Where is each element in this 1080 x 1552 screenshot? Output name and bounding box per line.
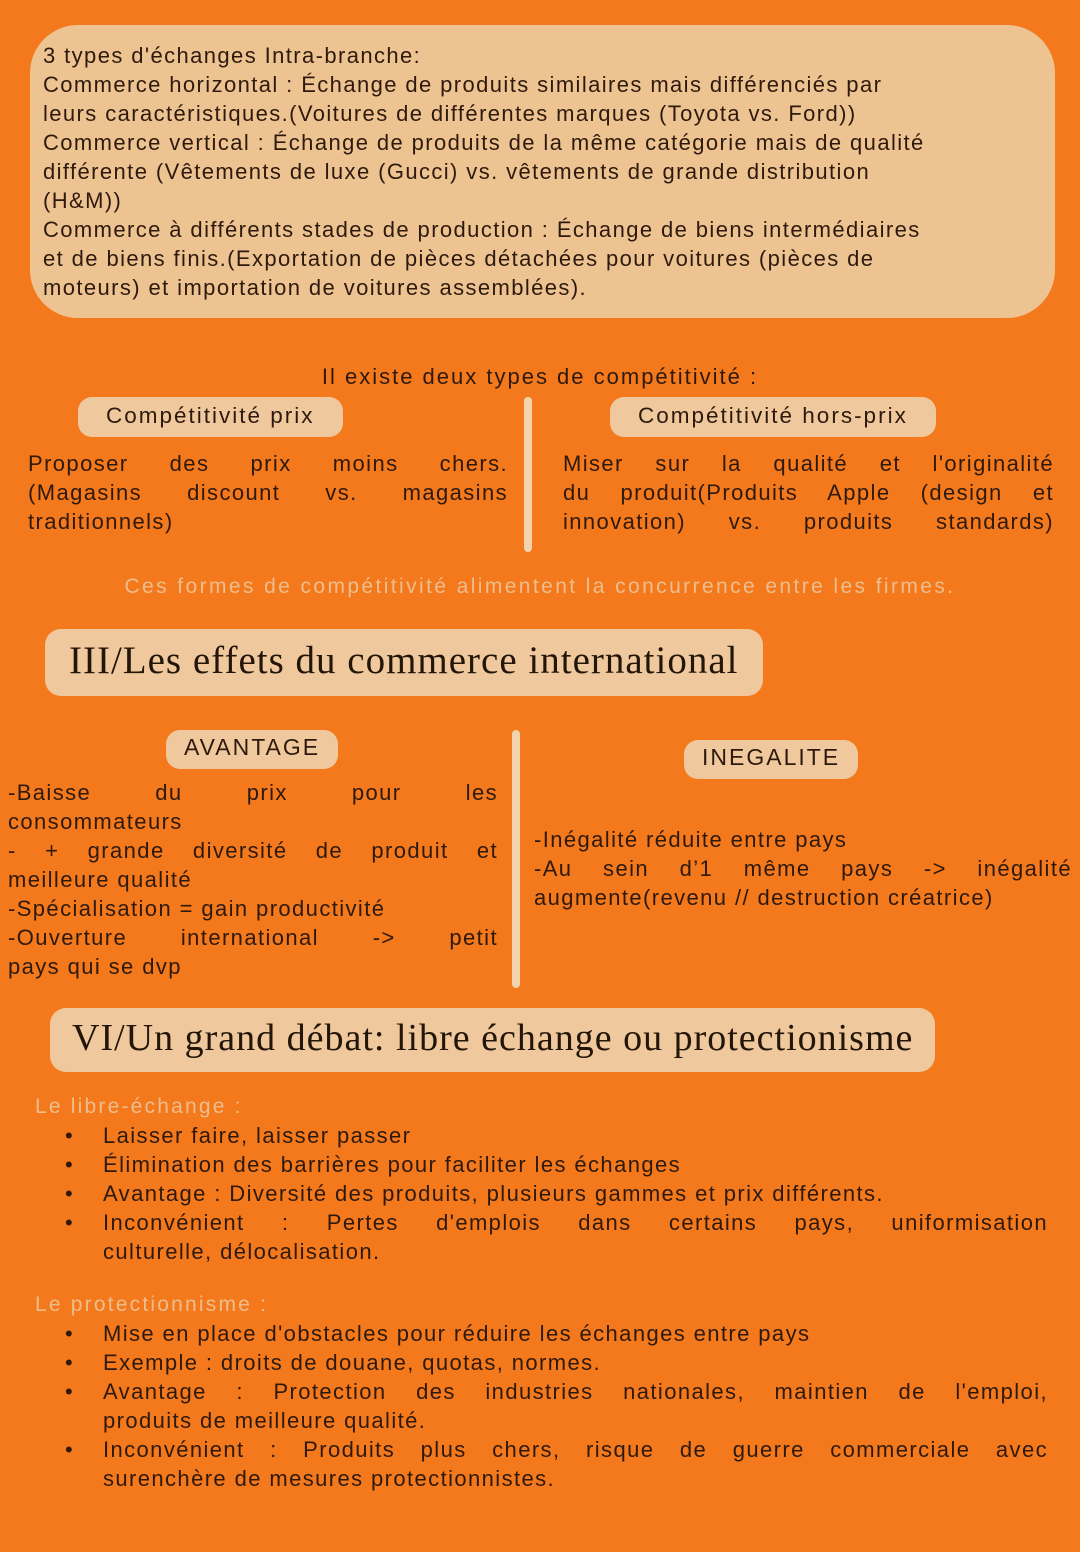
avantage-text: -Baisse du prix pour les consommateurs - + grande diversité de produit et meilleure qualité -Spécialisation = gain productivité -Ouverture international -> petit pays qui se dvp xyxy=(8,780,498,979)
list-item: • Exemple : droits de douane, quotas, normes. xyxy=(65,1348,1048,1377)
competitivite-prix-title: Compétitivité prix xyxy=(78,397,343,437)
inegalite-column xyxy=(534,730,1072,988)
intro-line: leurs caractéristiques.(Voitures de différentes marques (Toyota vs. Ford)) xyxy=(43,101,857,126)
list-item: • Inconvénient : Produits plus chers, risque de guerre commerciale avec surenchère de mesures protectionnistes. xyxy=(65,1435,1048,1493)
list-item: • Avantage : Diversité des produits, plusieurs gammes et prix différents. xyxy=(65,1179,1048,1208)
list-item: • Avantage : Protection des industries nationales, maintien de l'emploi, produits de meilleure qualité. xyxy=(65,1377,1048,1435)
competitivite-hors-prix-column xyxy=(548,397,1068,552)
inegalite-text: -Inégalité réduite entre pays -Au sein d’1 même pays -> inégalité augmente(revenu // destruction créatrice) xyxy=(534,827,1072,910)
list-item: • Mise en place d'obstacles pour réduire les échanges entre pays xyxy=(65,1319,1048,1348)
section-3-heading xyxy=(0,629,1080,696)
section-6-title-box: VI/Un grand débat: libre échange ou protectionisme xyxy=(50,1008,935,1072)
list-item: • Inconvénient : Pertes d'emplois dans certains pays, uniformisation culturelle, délocalisation. xyxy=(65,1208,1048,1266)
section-3-title-box: III/Les effets du commerce international xyxy=(45,629,763,696)
protectionnisme-list xyxy=(35,1319,1048,1493)
avantage-column xyxy=(8,730,498,988)
intra-branche-panel xyxy=(30,25,1055,318)
competitivite-hors-prix-title: Compétitivité hors-prix xyxy=(610,397,936,437)
competitivite-prix-column xyxy=(28,397,508,552)
intro-line: Commerce à différents stades de production : Échange de biens intermédiaires xyxy=(43,217,921,242)
column-divider xyxy=(512,730,520,988)
intro-line: moteurs) et importation de voitures assemblées). xyxy=(43,275,588,300)
effects-columns xyxy=(0,730,1080,988)
intro-line: et de biens finis.(Exportation de pièces détachées pour voitures (pièces de xyxy=(43,246,875,271)
competitivite-intro: Il existe deux types de compétitivité : xyxy=(321,364,759,389)
intro-line: Commerce horizontal : Échange de produits similaires mais différenciés par xyxy=(43,72,883,97)
competitivite-prix-text: Proposer des prix moins chers. (Magasins discount vs. magasins traditionnels) xyxy=(28,451,508,534)
list-item: • Laisser faire, laisser passer xyxy=(65,1121,1048,1150)
intro-line: (H&M)) xyxy=(43,188,123,213)
column-divider xyxy=(524,397,532,552)
competitivite-columns xyxy=(0,397,1080,552)
protectionnisme-block xyxy=(0,1290,1080,1493)
notes-page xyxy=(0,25,1080,1493)
intro-line: différente (Vêtements de luxe (Gucci) vs. vêtements de grande distribution xyxy=(43,159,871,184)
libre-echange-title: Le libre-échange : xyxy=(35,1095,243,1118)
libre-echange-block xyxy=(0,1092,1080,1266)
list-item: • Élimination des barrières pour faciliter les échanges xyxy=(65,1150,1048,1179)
avantage-title: AVANTAGE xyxy=(166,730,338,769)
competitivite-hors-prix-text: Miser sur la qualité et l'originalité du produit(Produits Apple (design et innovation) vs. produits standards) xyxy=(563,451,1054,534)
intro-line: 3 types d'échanges Intra-branche: xyxy=(43,43,422,68)
inegalite-title: INEGALITE xyxy=(684,740,858,779)
competitivite-footer-note: Ces formes de compétitivité alimentent la concurrence entre les firmes. xyxy=(124,575,956,598)
section-6-heading xyxy=(0,1008,1080,1072)
libre-echange-list xyxy=(35,1121,1048,1266)
intro-line: Commerce vertical : Échange de produits de la même catégorie mais de qualité xyxy=(43,130,925,155)
protectionnisme-title: Le protectionnisme : xyxy=(35,1293,269,1316)
